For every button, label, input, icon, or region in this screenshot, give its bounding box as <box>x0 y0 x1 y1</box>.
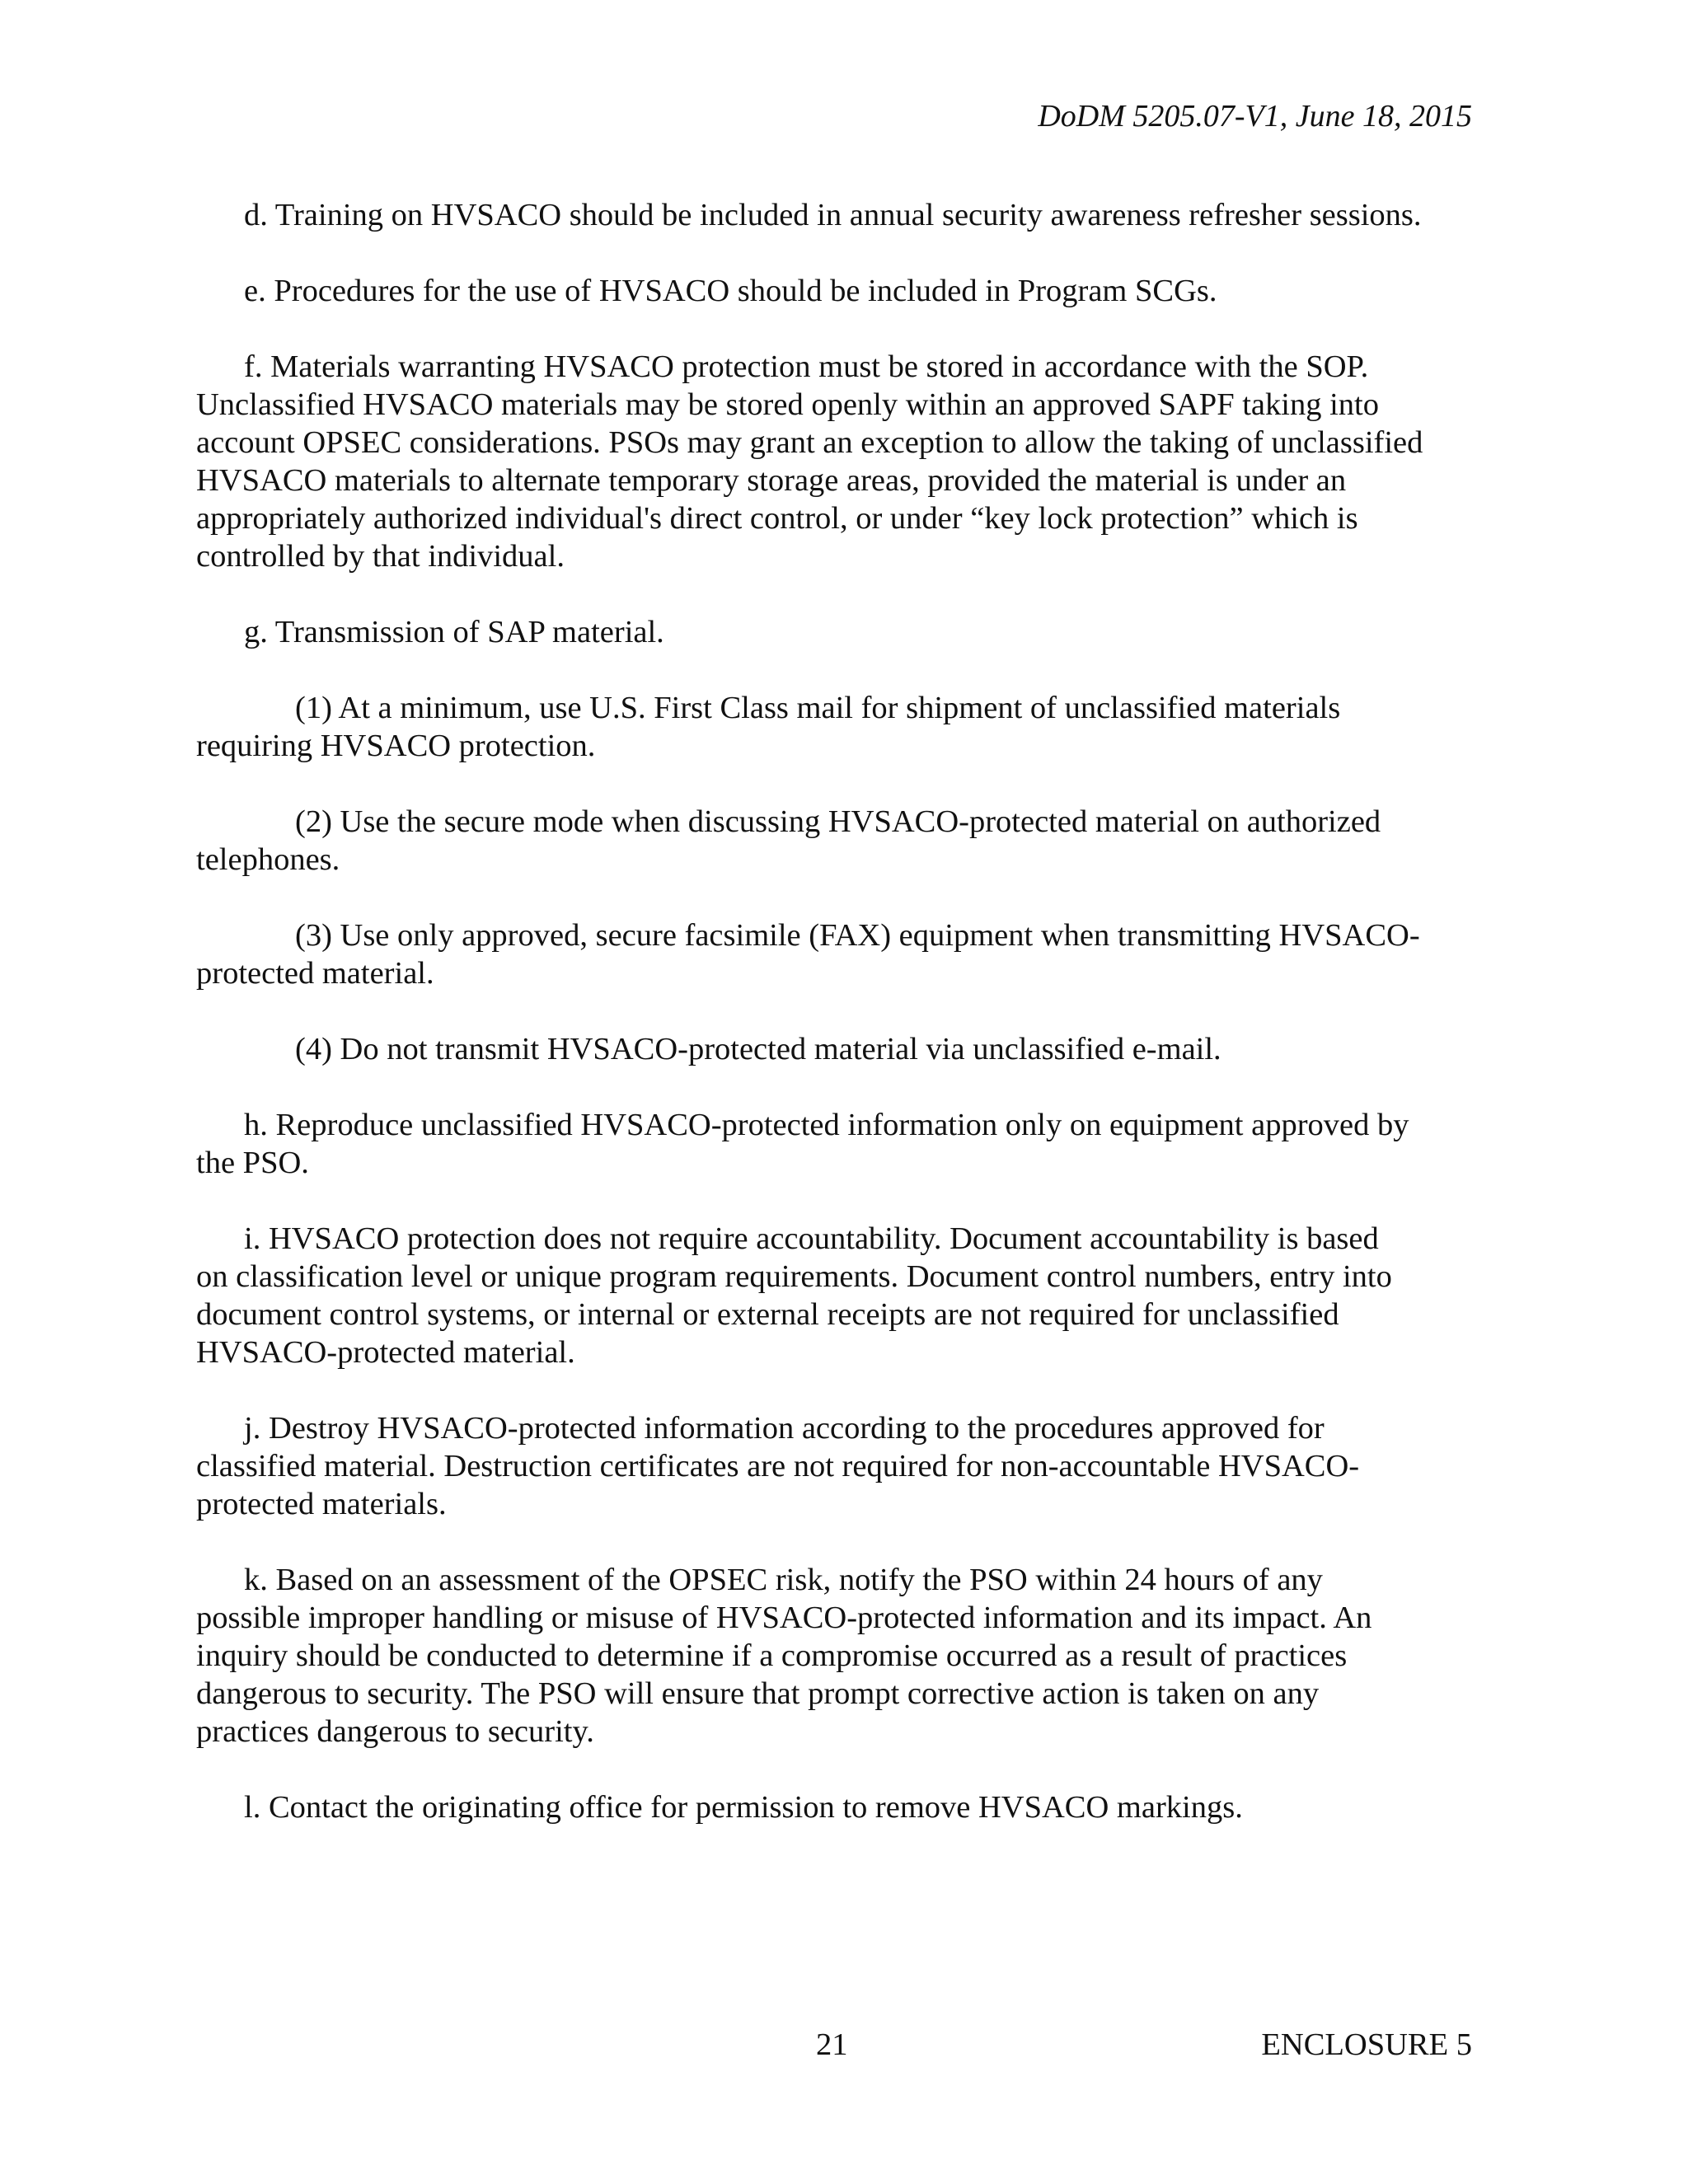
paragraph-g-1: (1) At a minimum, use U.S. First Class mail for shipment of unclassified materials requiring HVSACO protection. <box>196 691 1341 763</box>
paragraph-e: e. Procedures for the use of HVSACO should be included in Program SCGs. <box>244 274 1217 308</box>
document-body <box>196 196 1482 1864</box>
paragraph-i: i. HVSACO protection does not require accountability. Document accountability is based on classification level or unique program requirements. Document control numbers, entry into document control systems, or internal or external receipts are not required for unclassified HVSACO-protected material. <box>196 1221 1392 1370</box>
enclosure-label: ENCLOSURE 5 <box>1261 2027 1472 2062</box>
paragraph-h: h. Reproduce unclassified HVSACO-protected information only on equipment approved by the PSO. <box>196 1108 1409 1180</box>
paragraph-g-4: (4) Do not transmit HVSACO-protected material via unclassified e-mail. <box>295 1032 1221 1066</box>
page-number: 21 <box>816 2027 848 2062</box>
paragraph-g: g. Transmission of SAP material. <box>244 615 664 649</box>
paragraph-l: l. Contact the originating office for permission to remove HVSACO markings. <box>244 1790 1243 1825</box>
document-header: DoDM 5205.07-V1, June 18, 2015 <box>1038 99 1472 134</box>
paragraph-k: k. Based on an assessment of the OPSEC risk, notify the PSO within 24 hours of any possible improper handling or misuse of HVSACO-protected information and its impact. An inquiry should be conducted to determine if a compromise occurred as a result of practices dangerous to security. The PSO will ensure that prompt corrective action is taken on any practices dangerous to security. <box>196 1563 1372 1749</box>
paragraph-g-2: (2) Use the secure mode when discussing HVSACO-protected material on authorized telephones. <box>196 804 1381 877</box>
paragraph-j: j. Destroy HVSACO-protected information according to the procedures approved for classified material. Destruction certificates are not required for non-accountable HVSACO- protected materials. <box>196 1411 1360 1521</box>
paragraph-d: d. Training on HVSACO should be included in annual security awareness refresher sessions. <box>244 198 1422 232</box>
paragraph-f: f. Materials warranting HVSACO protection must be stored in accordance with the SOP. Unclassified HVSACO materials may be stored openly within an approved SAPF taking into account OPSEC considerations. PSOs may grant an exception to allow the taking of unclassified HVSACO materials to alternate temporary storage areas, provided the material is under an appropriately authorized individual's direct control, or under “key lock protection” which is controlled by that individual. <box>196 349 1423 574</box>
paragraph-g-3: (3) Use only approved, secure facsimile (FAX) equipment when transmitting HVSACO- protected material. <box>196 918 1420 991</box>
